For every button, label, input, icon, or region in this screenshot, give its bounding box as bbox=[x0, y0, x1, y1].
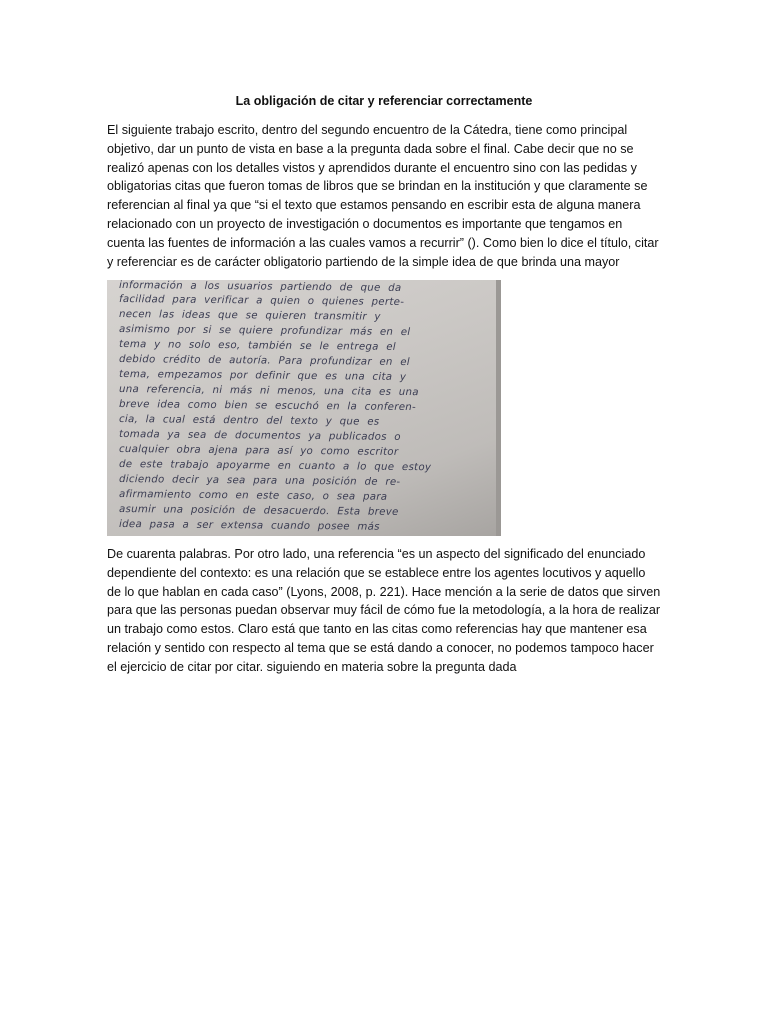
handwritten-line: asumir una posición de desacuerdo. Esta breve bbox=[118, 504, 399, 518]
photo-edge-shadow bbox=[496, 280, 501, 536]
handwritten-line: breve idea como bien se escuchó en la conferen- bbox=[118, 399, 417, 414]
handwritten-note-photo bbox=[107, 280, 501, 536]
handwritten-line: asimismo por si se quiere profundizar más en el bbox=[118, 324, 411, 339]
handwritten-line: cia, la cual está dentro del texto y que es bbox=[118, 414, 380, 428]
handwritten-line: tema y no solo eso, también se le entrega el bbox=[118, 339, 397, 353]
handwritten-line: tomada ya sea de documentos ya publicados o bbox=[118, 429, 401, 443]
handwritten-line: de este trabajo apoyarme en cuanto a lo que estoy bbox=[118, 459, 432, 474]
handwritten-line: idea pasa a ser extensa cuando posee más bbox=[118, 519, 380, 533]
handwritten-line: diciendo decir ya sea para una posición de re- bbox=[118, 474, 401, 488]
paragraph-continuation: De cuarenta palabras. Por otro lado, una referencia “es un aspecto del significado del enunciado dependiente del contexto: es una relación que se establece entre los agentes locutivos y aquello de lo que hablan en cada caso” (Lyons, 2008, p. 221). Hace mención a la serie de datos que sirven para que las personas puedan observar muy fácil de cómo fue la metodología, a la hora de realizar un trabajo como estos. Claro está que tanto en las citas como referencias hay que mantener esa relación y sentido con respecto al tema que se está dando a conocer, no podemos tampoco hacer el ejercicio de citar por citar. siguiendo en materia sobre la pregunta dada bbox=[107, 547, 661, 674]
handwritten-line: una referencia, ni más ni menos, una cita es una bbox=[118, 384, 419, 399]
handwritten-line: facilidad para verificar a quien o quienes perte- bbox=[118, 294, 405, 308]
handwritten-line: necen las ideas que se quieren transmitir y bbox=[118, 309, 381, 323]
document-title: La obligación de citar y referenciar correctamente bbox=[235, 94, 533, 108]
paragraph-intro: El siguiente trabajo escrito, dentro del segundo encuentro de la Cátedra, tiene como principal objetivo, dar un punto de vista en base a la pregunta dada sobre el final. Cabe decir que no se realizó apenas con los detalles vistos y aprendidos durante el encuentro sino con las pedidas y obligatorias citas que fueron tomas de libros que se brindan en la institución y que claramente se referencian al final ya que “si el texto que estamos pensando en escribir esta de alguna manera relacionado con un proyecto de investigación o documentos es importante que tengamos en cuenta las fuentes de información a las cuales vamos a recurrir” (). Como bien lo dice el título, citar y referenciar es de carácter obligatorio partiendo de la simple idea de que brinda una mayor bbox=[107, 123, 659, 269]
handwritten-line: cualquier obra ajena para así yo como escritor bbox=[118, 444, 399, 458]
handwritten-line: tema, empezamos por definir que es una cita y bbox=[118, 369, 407, 384]
handwritten-line: debido crédito de autoría. Para profundizar en el bbox=[118, 354, 410, 369]
handwritten-line: afirmamiento como en este caso, o sea para bbox=[118, 489, 388, 503]
handwritten-line: información a los usuarios partiendo de que da bbox=[118, 280, 402, 294]
